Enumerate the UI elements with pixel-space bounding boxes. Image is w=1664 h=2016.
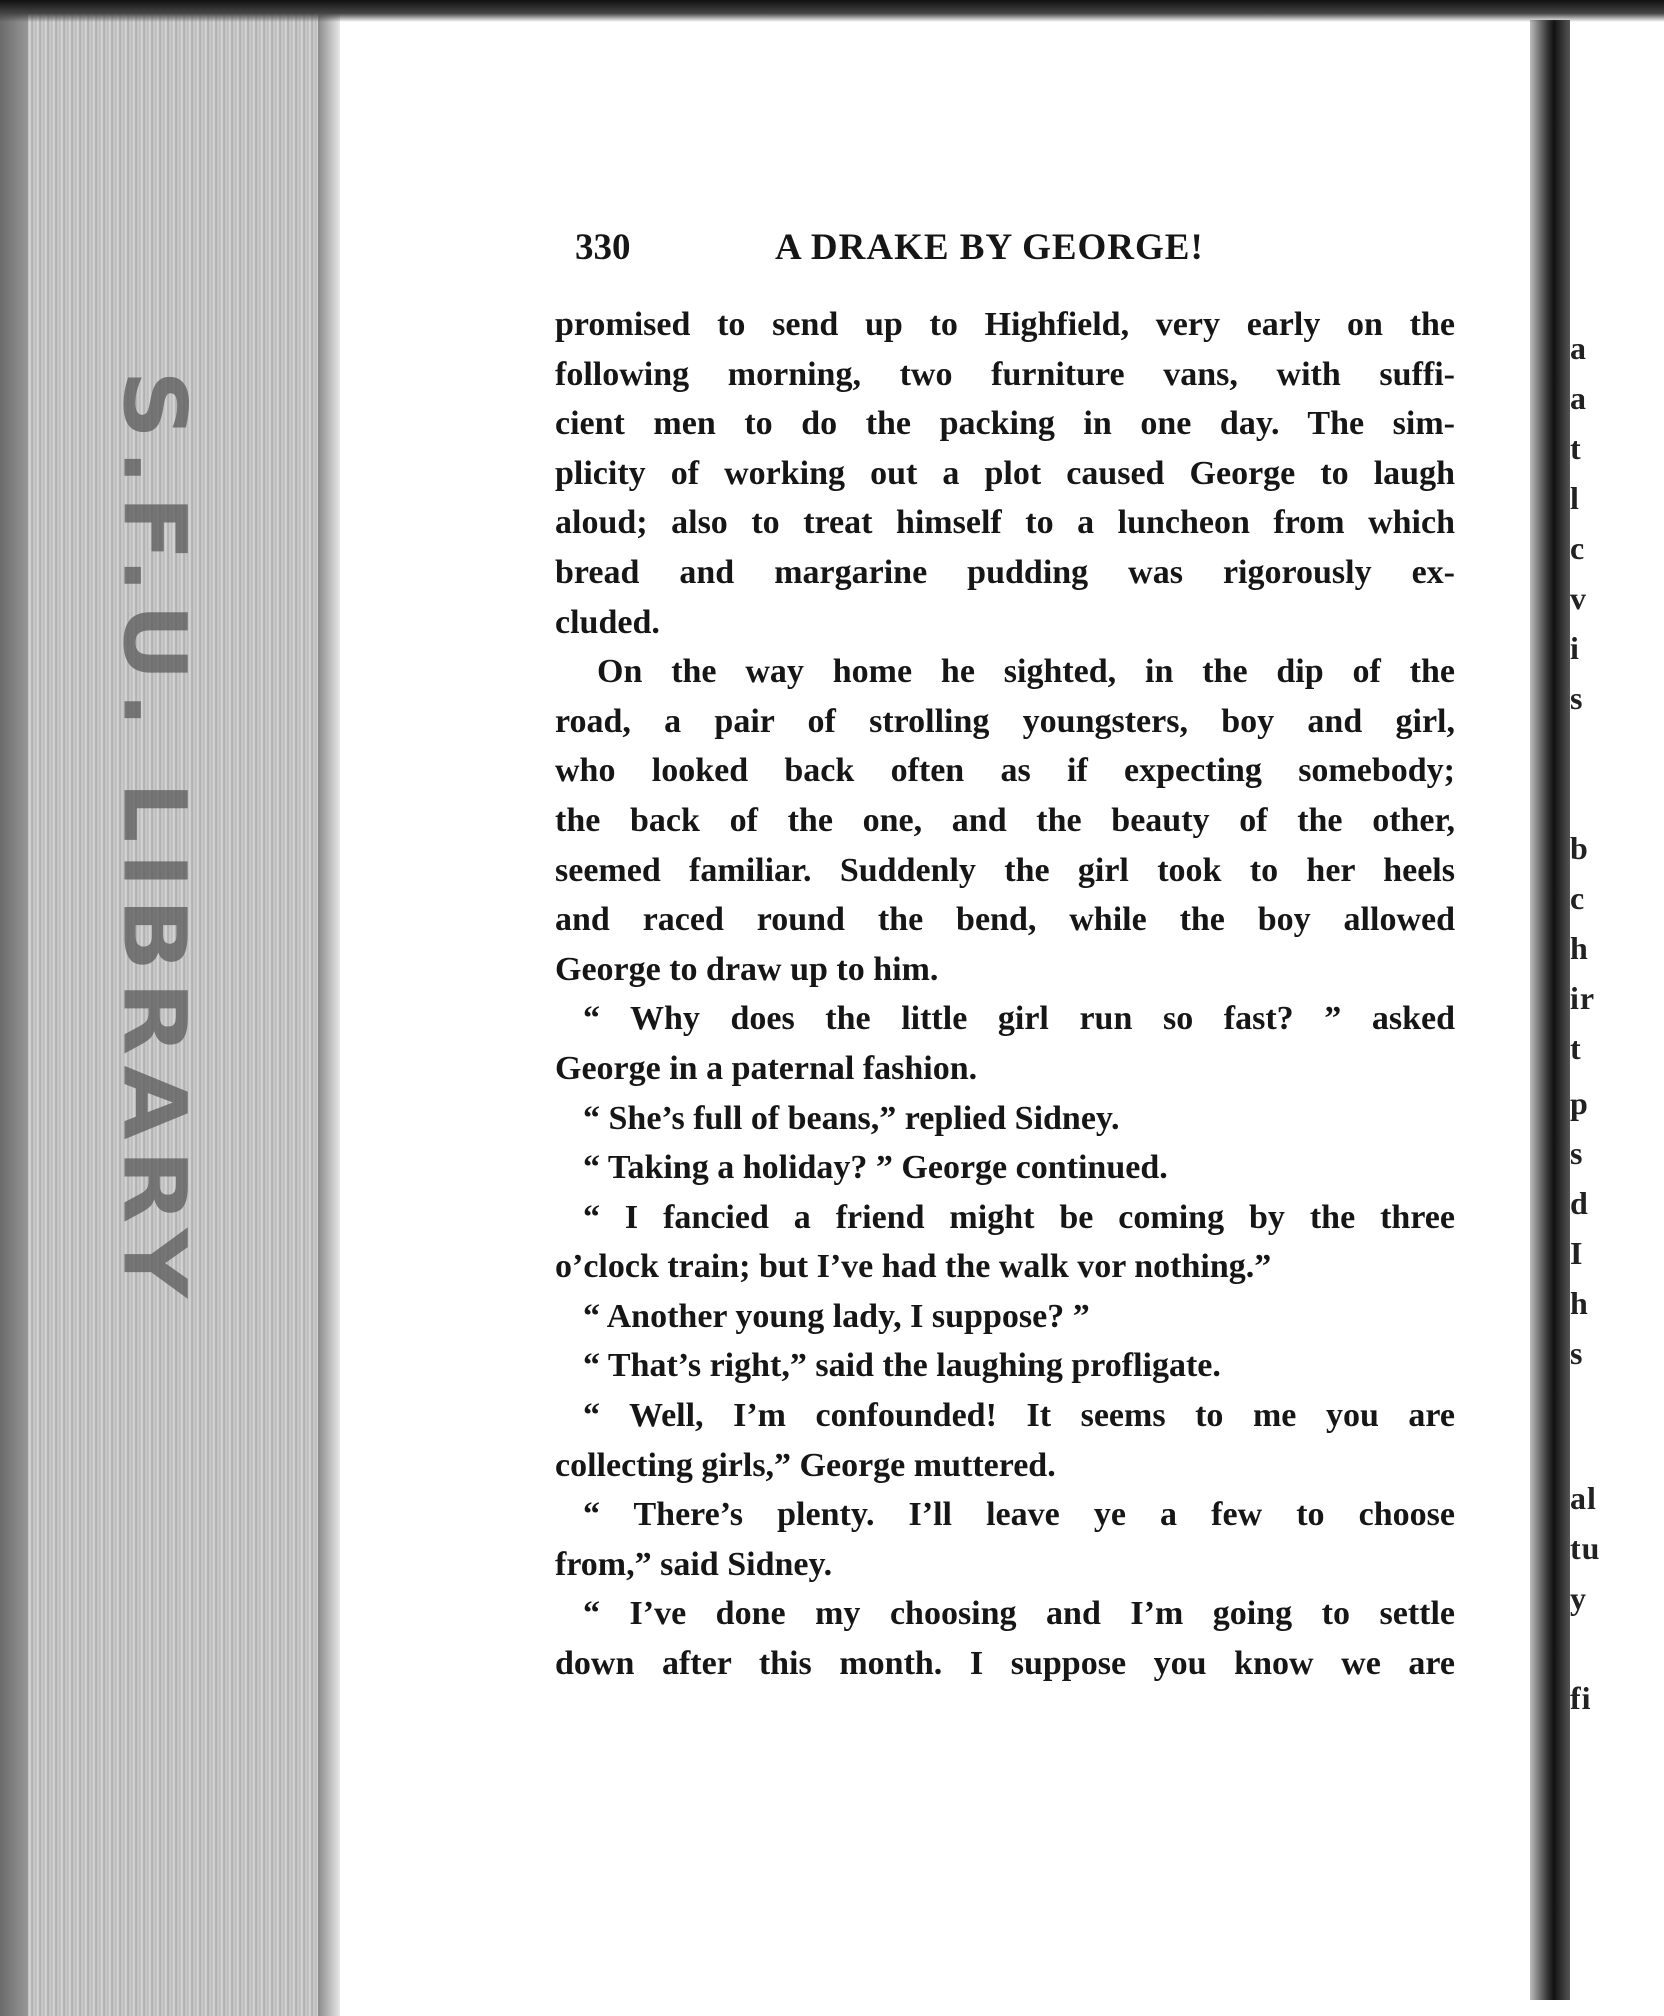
body-text	[555, 300, 1455, 1689]
next-page-fragment: c	[1570, 880, 1586, 916]
text-line: who looked back often as if expecting somebody;	[555, 752, 1455, 790]
text-line: from,” said Sidney.	[555, 1545, 833, 1583]
next-page-fragment: c	[1570, 530, 1586, 566]
text-line: seemed familiar. Suddenly the girl took to her heels	[555, 851, 1455, 889]
text-line: “ Well, I’m confounded! It seems to me you are	[583, 1397, 1455, 1435]
next-page-fragment: al	[1570, 1480, 1597, 1516]
next-page-fragment: a	[1570, 330, 1587, 366]
next-page-fragment: s	[1570, 680, 1584, 716]
text-line: aloud; also to treat himself to a luncheon from which	[555, 504, 1455, 542]
book-gutter	[1530, 20, 1570, 2000]
text-line: George in a paternal fashion.	[555, 1049, 978, 1087]
page-number: 330	[575, 227, 631, 268]
running-head: A DRAKE BY GEORGE!	[775, 227, 1204, 268]
next-page-fragment: y	[1570, 1580, 1587, 1616]
text-line: o’clock train; but I’ve had the walk vor nothing.”	[555, 1248, 1272, 1286]
text-line: road, a pair of strolling youngsters, boy and girl,	[555, 702, 1455, 740]
next-page-fragment: b	[1570, 830, 1589, 866]
text-line: “ Taking a holiday? ” George continued.	[583, 1149, 1168, 1187]
text-line: “ There’s plenty. I’ll leave ye a few to choose	[583, 1496, 1455, 1534]
text-line: George to draw up to him.	[555, 950, 939, 988]
next-page-fragment: I	[1570, 1235, 1584, 1271]
library-stamp-text: S.F.U. LIBRARY	[103, 370, 205, 1308]
next-page-fragment: h	[1570, 1285, 1589, 1321]
text-line: bread and margarine pudding was rigorously ex-	[555, 553, 1455, 591]
text-line: On the way home he sighted, in the dip of the	[597, 653, 1455, 691]
text-line: “ Why does the little girl run so fast? ” asked	[583, 1000, 1455, 1038]
text-line: “ That’s right,” said the laughing profligate.	[583, 1347, 1221, 1385]
text-line: “ Another young lady, I suppose? ”	[583, 1297, 1090, 1335]
next-page-fragment: d	[1570, 1185, 1589, 1221]
next-page-fragment: i	[1570, 630, 1580, 666]
next-page-fragment: t	[1570, 430, 1582, 466]
text-line: cient men to do the packing in one day. The sim-	[555, 405, 1455, 443]
next-page-fragment: p	[1570, 1085, 1589, 1121]
text-line: cluded.	[555, 603, 660, 641]
next-page-fragment: tu	[1570, 1530, 1601, 1566]
next-page-fragment: v	[1570, 580, 1587, 616]
text-line: the back of the one, and the beauty of the other,	[555, 801, 1455, 839]
next-page-edge	[1570, 0, 1664, 2016]
text-line: promised to send up to Highfield, very early on the	[555, 306, 1455, 343]
library-stamp	[0, 370, 205, 1820]
text-line: “ I’ve done my choosing and I’m going to settle	[583, 1595, 1455, 1633]
text-line: and raced round the bend, while the boy allowed	[555, 901, 1455, 939]
next-page-fragment: h	[1570, 930, 1589, 966]
next-page-fragment: ir	[1570, 980, 1596, 1016]
next-page-fragment: s	[1570, 1335, 1584, 1371]
next-page-fragment: l	[1570, 480, 1580, 516]
next-page-fragment: a	[1570, 380, 1587, 416]
fore-edge-shadow	[318, 0, 340, 2016]
next-page-fragment: s	[1570, 1135, 1584, 1171]
page-header	[575, 226, 1275, 276]
top-shadow	[0, 0, 1664, 22]
text-line: “ She’s full of beans,” replied Sidney.	[583, 1099, 1120, 1137]
text-line: following morning, two furniture vans, with suffi-	[555, 355, 1455, 393]
text-line: collecting girls,” George muttered.	[555, 1446, 1056, 1484]
text-line: down after this month. I suppose you know we are	[555, 1645, 1455, 1683]
next-page-fragment: fi	[1570, 1680, 1592, 1716]
text-line: plicity of working out a plot caused George to laugh	[555, 454, 1455, 492]
text-line: “ I fancied a friend might be coming by the three	[583, 1198, 1455, 1236]
next-page-fragment: t	[1570, 1030, 1582, 1066]
